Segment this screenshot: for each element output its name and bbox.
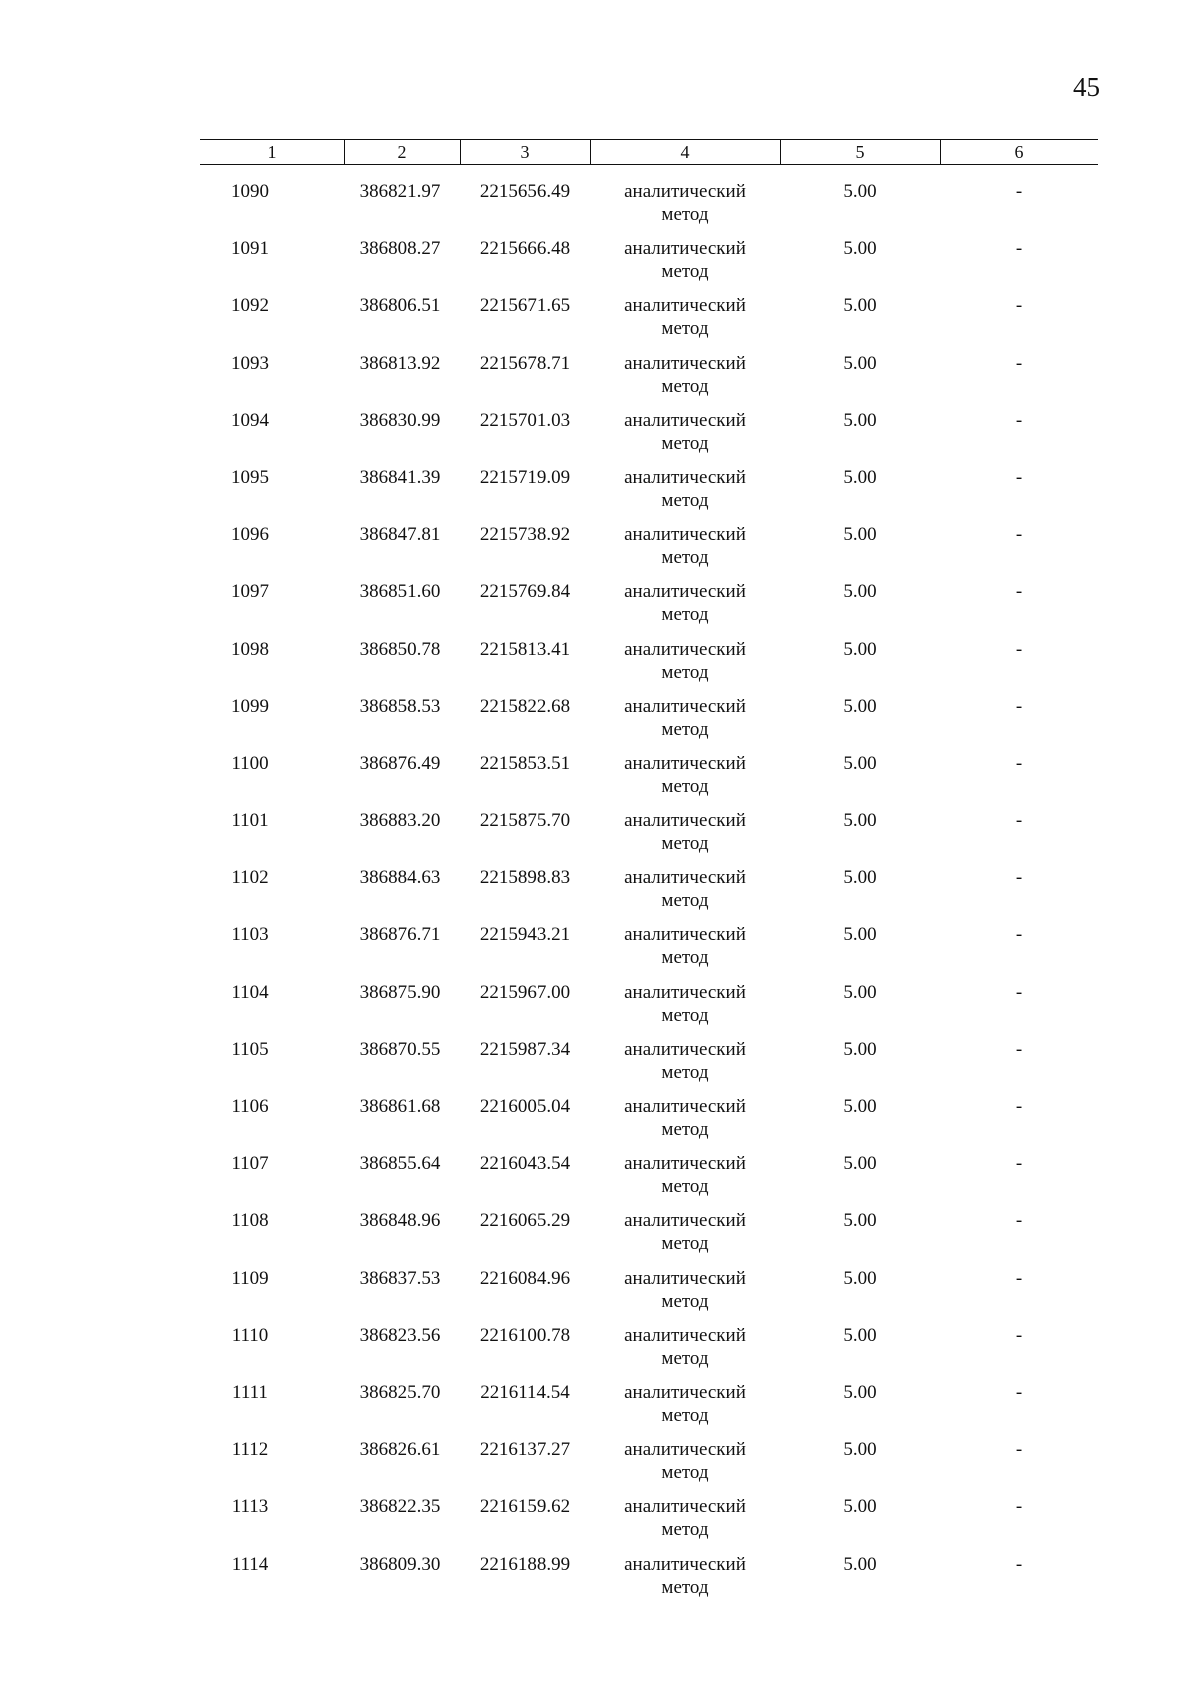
point-number: 1104 <box>231 981 269 1003</box>
method-line-2: метод <box>661 547 709 569</box>
point-number: 1100 <box>231 752 269 774</box>
point-number: 1098 <box>231 638 269 660</box>
table-row <box>200 1375 1098 1432</box>
method-line-1: аналитический <box>624 1096 746 1117</box>
method-line-1: аналитический <box>624 810 746 832</box>
method-line-2: метод <box>661 775 709 797</box>
method-line-2: метод <box>661 204 709 225</box>
method-line-2: метод <box>661 1176 709 1198</box>
note-value: - <box>1015 1496 1023 1518</box>
y-coordinate: 2215656.49 <box>479 181 571 202</box>
method-line-2: метод <box>661 375 709 397</box>
x-coordinate: 386851.60 <box>359 581 441 603</box>
method-line-2: метод <box>661 1004 709 1026</box>
x-coordinate: 386883.20 <box>359 810 441 832</box>
y-coordinate: 2216043.54 <box>479 1153 571 1175</box>
note-value: - <box>1015 810 1023 832</box>
note-value: - <box>1015 524 1023 546</box>
method-line-2: метод <box>661 947 709 969</box>
note-value: - <box>1015 581 1023 603</box>
table-row <box>200 517 1098 574</box>
method-line-1: аналитический <box>624 581 746 603</box>
table-row <box>200 403 1098 460</box>
table-row <box>200 574 1098 631</box>
note-value: - <box>1015 409 1023 431</box>
determination-method <box>590 580 780 626</box>
determination-method <box>590 923 780 969</box>
note-value: - <box>1015 1153 1023 1175</box>
x-coordinate: 386809.30 <box>359 1553 441 1575</box>
note-value: - <box>1015 924 1023 946</box>
method-line-2: метод <box>661 318 709 340</box>
method-line-2: метод <box>661 1347 709 1369</box>
method-line-1: аналитический <box>624 466 746 488</box>
x-coordinate: 386884.63 <box>359 867 441 889</box>
method-line-1: аналитический <box>624 981 746 1003</box>
x-coordinate: 386870.55 <box>359 1038 441 1060</box>
note-value: - <box>1015 1210 1023 1232</box>
y-coordinate: 2216159.62 <box>479 1496 571 1518</box>
x-coordinate: 386855.64 <box>359 1153 441 1175</box>
note-value: - <box>1015 867 1023 889</box>
x-coordinate: 386825.70 <box>359 1381 441 1403</box>
y-coordinate: 2215987.34 <box>479 1038 571 1060</box>
note-value: - <box>1015 1038 1023 1060</box>
determination-method <box>590 294 780 340</box>
method-line-2: метод <box>661 1462 709 1484</box>
y-coordinate: 2215769.84 <box>479 581 571 603</box>
method-line-2: метод <box>661 1061 709 1083</box>
precision-value: 5.00 <box>843 1038 877 1060</box>
table-row <box>200 1489 1098 1546</box>
method-line-2: метод <box>661 1404 709 1426</box>
method-line-2: метод <box>661 890 709 912</box>
column-header-1: 1 <box>267 142 277 162</box>
precision-value: 5.00 <box>843 352 877 374</box>
determination-method <box>590 1495 780 1541</box>
y-coordinate: 2216100.78 <box>479 1324 571 1346</box>
determination-method <box>590 981 780 1027</box>
precision-value: 5.00 <box>843 981 877 1003</box>
method-line-1: аналитический <box>624 1439 746 1461</box>
point-number: 1101 <box>231 810 269 832</box>
x-coordinate: 386876.71 <box>359 924 441 946</box>
table-row <box>200 174 1098 231</box>
x-coordinate: 386806.51 <box>359 295 441 317</box>
determination-method <box>590 809 780 855</box>
precision-value: 5.00 <box>843 1210 877 1232</box>
point-number: 1103 <box>231 924 269 946</box>
precision-value: 5.00 <box>843 924 877 946</box>
precision-value: 5.00 <box>843 1267 877 1289</box>
y-coordinate: 2215666.48 <box>479 238 571 260</box>
y-coordinate: 2215943.21 <box>479 924 571 946</box>
method-line-2: метод <box>661 1119 709 1140</box>
y-coordinate: 2215813.41 <box>479 638 571 660</box>
method-line-1: аналитический <box>624 295 746 317</box>
method-line-1: аналитический <box>624 924 746 946</box>
determination-method <box>590 695 780 741</box>
x-coordinate: 386841.39 <box>359 466 441 488</box>
precision-value: 5.00 <box>843 181 877 202</box>
note-value: - <box>1015 238 1023 260</box>
point-number: 1106 <box>231 1096 269 1117</box>
determination-method <box>590 409 780 455</box>
precision-value: 5.00 <box>843 238 877 260</box>
point-number: 1097 <box>231 581 269 603</box>
determination-method <box>590 1381 780 1427</box>
y-coordinate: 2215853.51 <box>479 752 571 774</box>
determination-method <box>590 1152 780 1198</box>
determination-method <box>590 1209 780 1255</box>
method-line-1: аналитический <box>624 409 746 431</box>
method-line-1: аналитический <box>624 1267 746 1289</box>
y-coordinate: 2216005.04 <box>479 1096 571 1117</box>
method-line-2: метод <box>661 1519 709 1541</box>
precision-value: 5.00 <box>843 466 877 488</box>
point-number: 1096 <box>231 524 269 546</box>
table-row <box>200 632 1098 689</box>
note-value: - <box>1015 1553 1023 1575</box>
table-row <box>200 346 1098 403</box>
table-row <box>200 1318 1098 1375</box>
precision-value: 5.00 <box>843 409 877 431</box>
point-number: 1109 <box>231 1267 269 1289</box>
note-value: - <box>1015 1439 1023 1461</box>
table-row <box>200 1032 1098 1089</box>
point-number: 1113 <box>231 1496 269 1518</box>
y-coordinate: 2215738.92 <box>479 524 571 546</box>
table-row <box>200 689 1098 746</box>
table-row <box>200 460 1098 517</box>
note-value: - <box>1015 981 1023 1003</box>
precision-value: 5.00 <box>843 1496 877 1518</box>
y-coordinate: 2215671.65 <box>479 295 571 317</box>
precision-value: 5.00 <box>843 867 877 889</box>
point-number: 1114 <box>231 1553 269 1575</box>
precision-value: 5.00 <box>843 638 877 660</box>
column-header-4: 4 <box>680 142 690 162</box>
precision-value: 5.00 <box>843 810 877 832</box>
table-row <box>200 860 1098 917</box>
note-value: - <box>1015 752 1023 774</box>
method-line-1: аналитический <box>624 1038 746 1060</box>
note-value: - <box>1015 1324 1023 1346</box>
column-header-6: 6 <box>1014 142 1024 162</box>
method-line-2: метод <box>661 432 709 454</box>
note-value: - <box>1015 466 1023 488</box>
method-line-2: метод <box>661 718 709 740</box>
y-coordinate: 2215719.09 <box>479 466 571 488</box>
method-line-1: аналитический <box>624 1210 746 1232</box>
y-coordinate: 2215898.83 <box>479 867 571 889</box>
x-coordinate: 386813.92 <box>359 352 441 374</box>
x-coordinate: 386861.68 <box>359 1096 441 1117</box>
method-line-1: аналитический <box>624 238 746 260</box>
x-coordinate: 386821.97 <box>359 181 441 202</box>
determination-method <box>590 352 780 398</box>
note-value: - <box>1015 695 1023 717</box>
y-coordinate: 2215967.00 <box>479 981 571 1003</box>
note-value: - <box>1015 1381 1023 1403</box>
table-row <box>200 917 1098 974</box>
y-coordinate: 2215678.71 <box>479 352 571 374</box>
point-number: 1091 <box>231 238 269 260</box>
method-line-2: метод <box>661 661 709 683</box>
determination-method <box>590 866 780 912</box>
x-coordinate: 386823.56 <box>359 1324 441 1346</box>
point-number: 1107 <box>231 1153 269 1175</box>
point-number: 1105 <box>231 1038 269 1060</box>
method-line-1: аналитический <box>624 1381 746 1403</box>
point-number: 1112 <box>231 1439 269 1461</box>
table-row <box>200 803 1098 860</box>
method-line-1: аналитический <box>624 1496 746 1518</box>
y-coordinate: 2215822.68 <box>479 695 571 717</box>
note-value: - <box>1015 181 1023 202</box>
point-number: 1090 <box>231 181 269 202</box>
column-header-3: 3 <box>520 142 530 162</box>
table-row <box>200 288 1098 345</box>
table-row <box>200 975 1098 1032</box>
x-coordinate: 386837.53 <box>359 1267 441 1289</box>
determination-method <box>590 466 780 512</box>
y-coordinate: 2216188.99 <box>479 1553 571 1575</box>
y-coordinate: 2215875.70 <box>479 810 571 832</box>
point-number: 1099 <box>231 695 269 717</box>
method-line-1: аналитический <box>624 867 746 889</box>
determination-method <box>590 638 780 684</box>
table-row <box>200 1089 1098 1146</box>
precision-value: 5.00 <box>843 1153 877 1175</box>
determination-method <box>590 523 780 569</box>
point-number: 1108 <box>231 1210 269 1232</box>
x-coordinate: 386876.49 <box>359 752 441 774</box>
precision-value: 5.00 <box>843 295 877 317</box>
point-number: 1092 <box>231 295 269 317</box>
x-coordinate: 386826.61 <box>359 1439 441 1461</box>
determination-method <box>590 1095 780 1141</box>
precision-value: 5.00 <box>843 524 877 546</box>
precision-value: 5.00 <box>843 581 877 603</box>
x-coordinate: 386850.78 <box>359 638 441 660</box>
table-row <box>200 231 1098 288</box>
note-value: - <box>1015 352 1023 374</box>
x-coordinate: 386822.35 <box>359 1496 441 1518</box>
precision-value: 5.00 <box>843 695 877 717</box>
method-line-1: аналитический <box>624 1153 746 1175</box>
point-number: 1102 <box>231 867 269 889</box>
determination-method <box>590 752 780 798</box>
determination-method <box>590 180 780 226</box>
x-coordinate: 386808.27 <box>359 238 441 260</box>
precision-value: 5.00 <box>843 1096 877 1117</box>
point-number: 1094 <box>231 409 269 431</box>
method-line-2: метод <box>661 1576 709 1598</box>
method-line-2: метод <box>661 604 709 626</box>
note-value: - <box>1015 295 1023 317</box>
point-number: 1093 <box>231 352 269 374</box>
precision-value: 5.00 <box>843 1439 877 1461</box>
column-header-5: 5 <box>855 142 865 162</box>
column-header-2: 2 <box>397 142 407 162</box>
x-coordinate: 386830.99 <box>359 409 441 431</box>
y-coordinate: 2216114.54 <box>480 1381 570 1403</box>
method-line-1: аналитический <box>624 638 746 660</box>
method-line-1: аналитический <box>624 352 746 374</box>
note-value: - <box>1015 1096 1023 1117</box>
point-number: 1111 <box>232 1381 268 1403</box>
note-value: - <box>1015 638 1023 660</box>
method-line-1: аналитический <box>624 752 746 774</box>
determination-method <box>590 237 780 283</box>
x-coordinate: 386848.96 <box>359 1210 441 1232</box>
note-value: - <box>1015 1267 1023 1289</box>
method-line-1: аналитический <box>624 695 746 717</box>
y-coordinate: 2216137.27 <box>479 1439 571 1461</box>
table-row <box>200 1432 1098 1489</box>
determination-method <box>590 1038 780 1084</box>
method-line-1: аналитический <box>624 1553 746 1575</box>
table-row <box>200 746 1098 803</box>
x-coordinate: 386847.81 <box>359 524 441 546</box>
table-row <box>200 1203 1098 1260</box>
table-row <box>200 1261 1098 1318</box>
page-number: 45 <box>1073 72 1100 102</box>
point-number: 1095 <box>231 466 269 488</box>
method-line-2: метод <box>661 489 709 511</box>
precision-value: 5.00 <box>843 1324 877 1346</box>
precision-value: 5.00 <box>843 1381 877 1403</box>
method-line-1: аналитический <box>624 181 746 202</box>
determination-method <box>590 1267 780 1313</box>
table-row <box>200 1146 1098 1203</box>
point-number: 1110 <box>231 1324 269 1346</box>
x-coordinate: 386875.90 <box>359 981 441 1003</box>
determination-method <box>590 1553 780 1599</box>
method-line-2: метод <box>661 1233 709 1255</box>
y-coordinate: 2215701.03 <box>479 409 571 431</box>
determination-method <box>590 1324 780 1370</box>
coordinates-table-body <box>200 174 1098 1604</box>
method-line-2: метод <box>661 261 709 283</box>
y-coordinate: 2216084.96 <box>479 1267 571 1289</box>
x-coordinate: 386858.53 <box>359 695 441 717</box>
method-line-1: аналитический <box>624 524 746 546</box>
table-header <box>200 139 1098 165</box>
precision-value: 5.00 <box>843 752 877 774</box>
method-line-2: метод <box>661 833 709 855</box>
method-line-2: метод <box>661 1290 709 1312</box>
table-row <box>200 1547 1098 1604</box>
y-coordinate: 2216065.29 <box>479 1210 571 1232</box>
precision-value: 5.00 <box>843 1553 877 1575</box>
method-line-1: аналитический <box>624 1324 746 1346</box>
determination-method <box>590 1438 780 1484</box>
